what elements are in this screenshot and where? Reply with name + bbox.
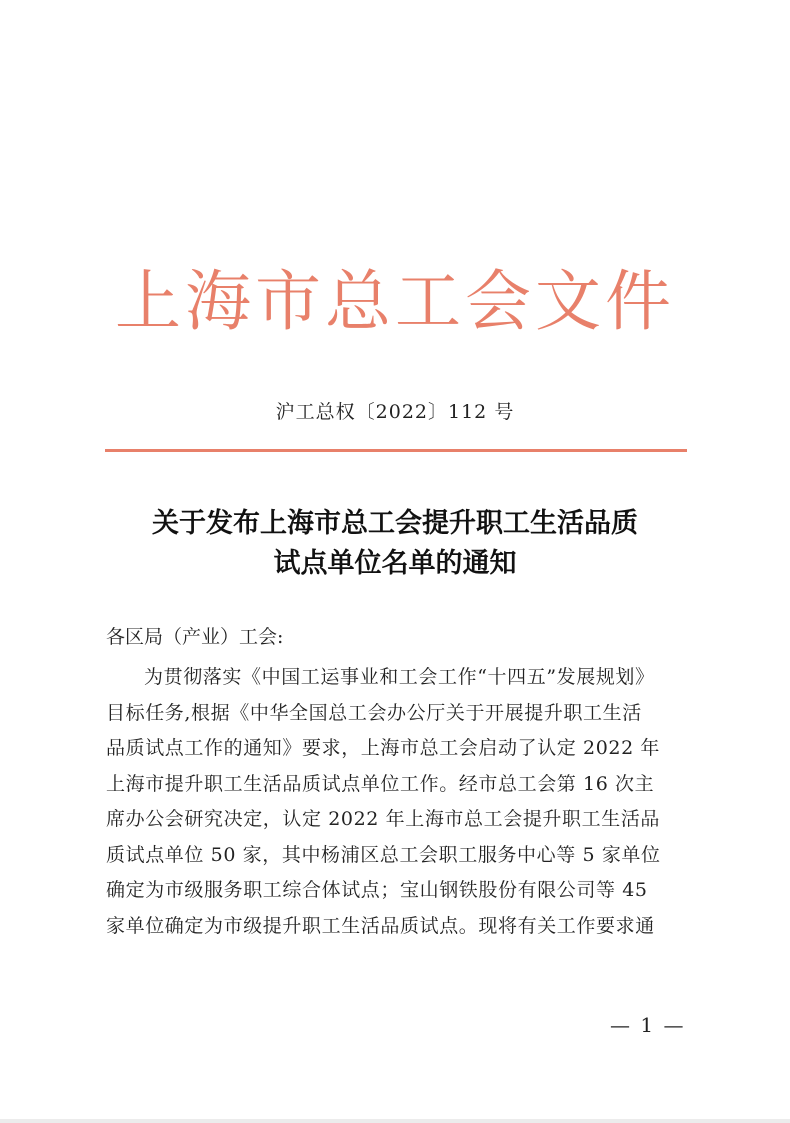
body-line: 家单位确定为市级提升职工生活品质试点。现将有关工作要求通	[106, 914, 655, 937]
salutation: 各区局（产业）工会:	[106, 626, 284, 648]
notice-title-line-2: 试点单位名单的通知	[273, 548, 517, 579]
body-line: 确定为市级服务职工综合体试点；宝山钢铁股份有限公司等 45	[106, 879, 648, 901]
body-line: 质试点单位 50 家，其中杨浦区总工会职工服务中心等 5 家单位	[106, 843, 661, 866]
page-number: — 1 —	[610, 1013, 686, 1037]
body-line: 目标任务,根据《中华全国总工会办公厅关于开展提升职工生活	[106, 701, 642, 724]
body-paragraph	[106, 660, 690, 944]
body-line: 席办公会研究决定，认定 2022 年上海市总工会提升职工生活品	[106, 808, 661, 830]
document-number: 沪工总权〔2022〕112 号	[275, 401, 515, 423]
notice-title-line-1: 关于发布上海市总工会提升职工生活品质	[152, 508, 638, 539]
body-line: 为贯彻落实《中国工运事业和工会工作“十四五”发展规划》	[144, 666, 655, 688]
notice-title	[0, 504, 790, 584]
body-line: 上海市提升职工生活品质试点单位工作。经市总工会第 16 次主	[106, 772, 655, 795]
page-bottom-edge	[0, 1119, 790, 1123]
body-line: 品质试点工作的通知》要求，上海市总工会启动了认定 2022 年	[106, 737, 661, 759]
issuing-authority-title: 上海市总工会文件	[115, 263, 675, 340]
red-divider-line	[105, 449, 687, 452]
